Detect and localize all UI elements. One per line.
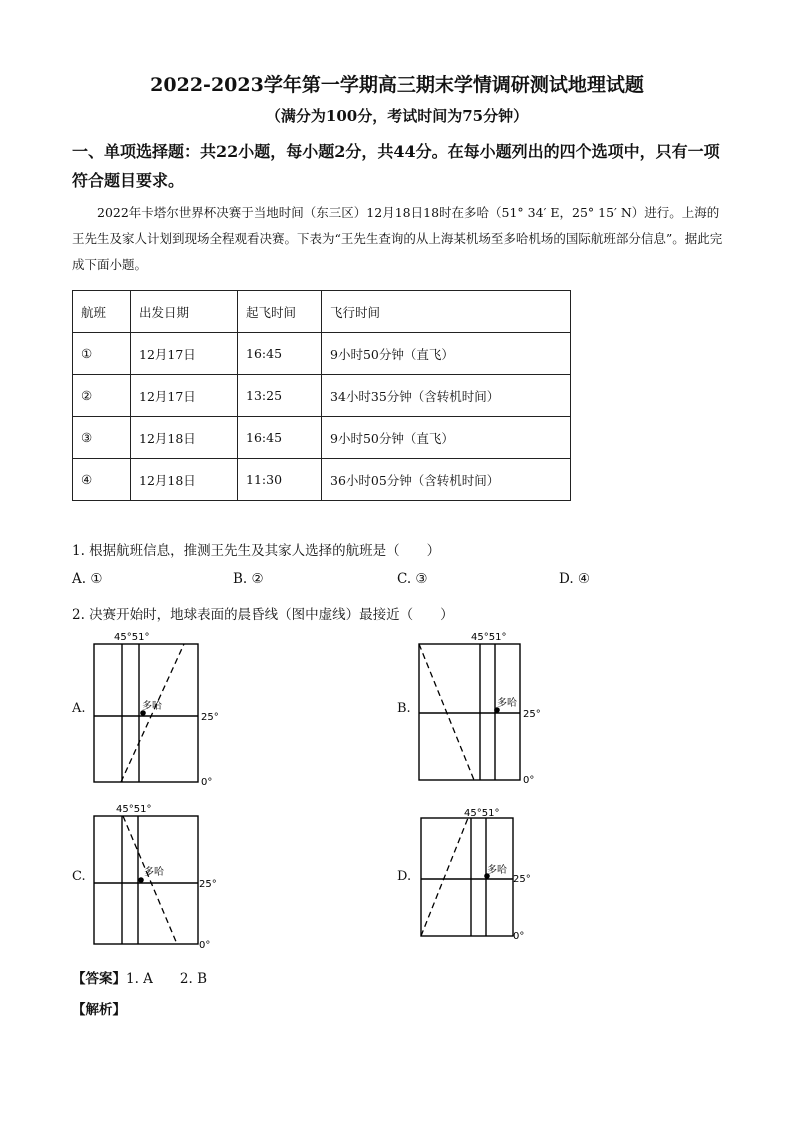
table-cell: 12月18日 bbox=[131, 459, 238, 501]
table-cell: 11:30 bbox=[238, 459, 322, 501]
table-header-cell: 起飞时间 bbox=[238, 291, 322, 333]
table-cell: 36小时05分钟（含转机时间） bbox=[322, 459, 571, 501]
q1-option-b[interactable]: B. ② bbox=[233, 571, 264, 587]
latitude-25-label: 25° bbox=[523, 709, 541, 720]
city-label: 多哈 bbox=[487, 865, 507, 876]
question-passage: 2022年卡塔尔世界杯决赛于当地时间（东三区）12月18日18时在多哈（51° 34′ E，25° 15′ N）进行。上海的王先生及家人计划到现场全程观看决赛。下表为“王先生查询的从上海某机场至多哈机场的国际航班部分信息”。据此完成下面小题。 bbox=[72, 205, 723, 272]
q2-option-c-label[interactable]: C. bbox=[72, 869, 86, 884]
table-cell: 34小时35分钟（含转机时间） bbox=[322, 375, 571, 417]
table-cell: 12月17日 bbox=[131, 333, 238, 375]
city-label: 多哈 bbox=[144, 867, 164, 878]
table-cell: ① bbox=[73, 333, 131, 375]
q2-option-d-label[interactable]: D. bbox=[397, 869, 412, 884]
longitude-label: 45°51° bbox=[114, 632, 150, 643]
question-2: 2. 决赛开始时，地球表面的晨昏线（图中虚线）最接近（ ） bbox=[72, 607, 454, 623]
longitude-label: 45°51° bbox=[471, 632, 507, 643]
table-row bbox=[73, 333, 571, 375]
latitude-0-label: 0° bbox=[513, 931, 525, 942]
table-cell: 16:45 bbox=[238, 417, 322, 459]
table-row bbox=[73, 375, 571, 417]
city-label: 多哈 bbox=[142, 701, 162, 712]
q1-option-a[interactable]: A. ① bbox=[72, 571, 103, 587]
table-header-cell: 飞行时间 bbox=[322, 291, 571, 333]
table-cell: 12月18日 bbox=[131, 417, 238, 459]
q2-option-b-label[interactable]: B. bbox=[397, 701, 411, 716]
latitude-25-label: 25° bbox=[513, 874, 531, 885]
table-row bbox=[73, 417, 571, 459]
figure-d bbox=[413, 800, 543, 945]
latitude-0-label: 0° bbox=[201, 777, 213, 788]
table-cell: 16:45 bbox=[238, 333, 322, 375]
question-1: 1. 根据航班信息，推测王先生及其家人选择的航班是（ ） bbox=[72, 543, 441, 559]
city-label: 多哈 bbox=[497, 698, 517, 709]
table-cell: 12月17日 bbox=[131, 375, 238, 417]
page-title: 2022-2023学年第一学期高三期末学情调研测试地理试题 bbox=[150, 74, 644, 96]
analysis-tag: 【解析】 bbox=[72, 1002, 126, 1018]
table-cell: 9小时50分钟（直飞） bbox=[322, 333, 571, 375]
table-row bbox=[73, 459, 571, 501]
table-header-cell: 出发日期 bbox=[131, 291, 238, 333]
longitude-label: 45°51° bbox=[464, 808, 500, 819]
latitude-0-label: 0° bbox=[199, 940, 211, 951]
exam-info: （满分为100分，考试时间为75分钟） bbox=[265, 107, 529, 125]
longitude-label: 45°51° bbox=[116, 804, 152, 815]
table-cell: ④ bbox=[73, 459, 131, 501]
flight-table bbox=[72, 290, 571, 501]
section-heading: 一、单项选择题：共22小题，每小题2分，共44分。在每小题列出的四个选项中，只有一项符合题目要求。 bbox=[72, 142, 720, 190]
q2-option-a-label[interactable]: A. bbox=[72, 701, 86, 716]
table-header-row bbox=[73, 291, 571, 333]
table-header-cell: 航班 bbox=[73, 291, 131, 333]
answer-line bbox=[72, 967, 207, 987]
q1-option-d[interactable]: D. ④ bbox=[559, 571, 591, 587]
figure-c bbox=[88, 800, 228, 952]
table-cell: ③ bbox=[73, 417, 131, 459]
latitude-25-label: 25° bbox=[199, 879, 217, 890]
table-cell: 13:25 bbox=[238, 375, 322, 417]
table-cell: 9小时50分钟（直飞） bbox=[322, 417, 571, 459]
latitude-0-label: 0° bbox=[523, 775, 535, 786]
figure-a bbox=[88, 628, 228, 790]
city-dot bbox=[138, 877, 144, 883]
analysis-line bbox=[72, 998, 126, 1018]
latitude-25-label: 25° bbox=[201, 712, 219, 723]
answer-text: 1. A 2. B bbox=[126, 971, 208, 987]
figure-b bbox=[413, 628, 553, 790]
answer-tag: 【答案】 bbox=[72, 971, 126, 987]
table-cell: ② bbox=[73, 375, 131, 417]
q1-option-c[interactable]: C. ③ bbox=[397, 571, 428, 587]
